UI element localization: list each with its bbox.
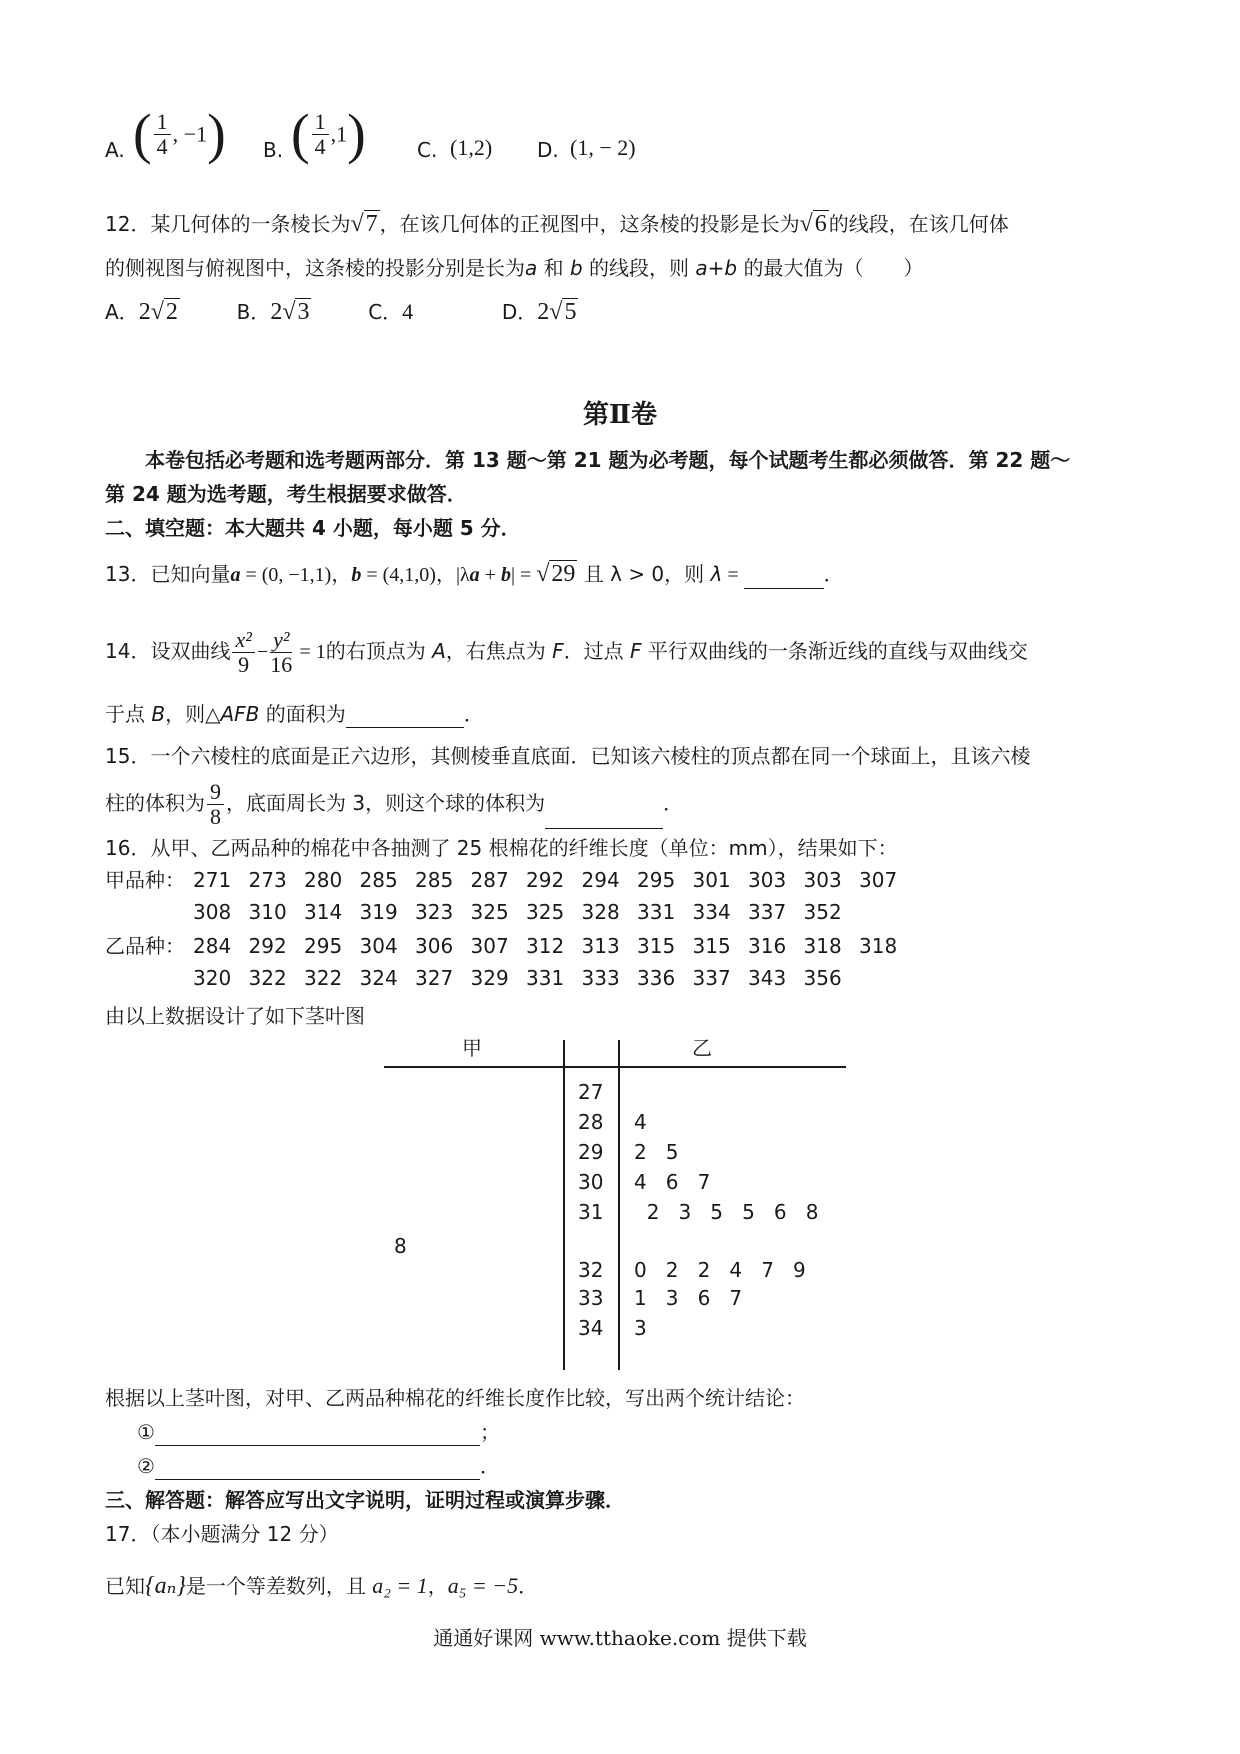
stem-value: 29 — [578, 1140, 604, 1164]
jia-label: 甲品种： — [105, 868, 185, 892]
stem-value: 31 — [578, 1200, 604, 1224]
option-d-label: D. — [537, 138, 559, 162]
point-a: A — [432, 639, 446, 663]
answer-heading: 三、解答题：解答应写出文字说明，证明过程或演算步骤． — [105, 1488, 625, 1512]
q17-label: 17．（本小题满分 12 分） — [105, 1522, 339, 1546]
radicand: 3 — [297, 299, 310, 325]
q14-text: 平行双曲线的一条渐近线的直线与双曲线交 — [641, 639, 1028, 663]
q16-intro: 16．从甲、乙两品种的棉花中各抽测了 25 根棉花的纤维长度（单位：mm），结果如下： — [105, 836, 898, 860]
q12-line1 — [105, 210, 1009, 238]
fiber-length-value: 303 — [803, 868, 842, 892]
fiber-length-value: 295 — [304, 934, 343, 958]
q12-line2 — [105, 254, 923, 282]
point-f: F — [552, 639, 564, 663]
fiber-length-value: 322 — [248, 966, 287, 990]
q17-text: ， — [427, 1574, 448, 1598]
paren-close: ) — [347, 103, 366, 166]
fiber-length-value: 310 — [248, 900, 287, 924]
numerator: 1 — [154, 110, 171, 135]
q15-text: 柱的体积为 — [105, 791, 205, 815]
q15-line1: 15．一个六棱柱的底面是正六边形，其侧棱垂直底面．已知该六棱柱的顶点都在同一个球面上，且该六棱 — [105, 744, 1031, 768]
stem-header-rule — [384, 1066, 846, 1068]
fiber-length-value: 318 — [859, 934, 898, 958]
point-b: B — [151, 702, 166, 726]
section-title: 第Ⅱ卷 — [583, 400, 657, 430]
fraction-x2-9 — [232, 628, 254, 677]
fraction — [154, 110, 171, 159]
fiber-length-value: 303 — [748, 868, 787, 892]
q14-text: 的面积为 — [259, 702, 346, 726]
answer-blank[interactable] — [744, 566, 824, 589]
sqrt-7: √7 — [350, 211, 378, 237]
q12-text: 12．某几何体的一条棱长为 — [105, 212, 351, 236]
q14-line1 — [105, 628, 1028, 677]
answer-blank[interactable] — [545, 806, 663, 829]
q17-text: 是一个等差数列，且 — [185, 1574, 373, 1598]
fiber-length-value: 336 — [637, 966, 676, 990]
circled-one: ① — [137, 1420, 155, 1444]
fiber-length-value: 329 — [470, 966, 509, 990]
radicand: 7 — [365, 211, 378, 237]
denominator: 4 — [156, 134, 168, 159]
fiber-length-value: 285 — [359, 868, 398, 892]
lambda: λ — [710, 562, 723, 586]
option-a-value: 2√2 — [138, 299, 178, 325]
fiber-length-value: 292 — [248, 934, 287, 958]
option-c-value: (1,2) — [450, 135, 493, 160]
stem-right-leaves: 2 3 5 5 6 8 — [634, 1200, 819, 1224]
q13-text: ， — [435, 562, 456, 586]
option-b-label: B． — [236, 300, 271, 324]
option-b-rest: ,1 — [330, 121, 348, 147]
stem-value: 27 — [578, 1080, 604, 1104]
option-d-value: 2√5 — [537, 299, 577, 325]
q13-text: ， — [331, 562, 352, 586]
fiber-length-value: 356 — [803, 966, 842, 990]
coef: 2 — [138, 299, 151, 325]
stem-right-leaves: 1 3 6 7 — [634, 1286, 743, 1310]
yi-label: 乙品种： — [105, 934, 185, 958]
stem-right-leaves: 4 — [634, 1110, 647, 1134]
option-c-label: C. — [417, 138, 438, 162]
fiber-length-value: 334 — [692, 900, 731, 924]
sqrt-29: √29 — [536, 561, 576, 587]
var-a-plus-b: a+b — [695, 256, 738, 280]
a5-value: a₅ = −5 — [447, 1573, 519, 1598]
coef: 2 — [270, 299, 283, 325]
stem-value: 34 — [578, 1316, 604, 1340]
stem-right-leaves: 3 — [634, 1316, 647, 1340]
paren-close: ) — [207, 103, 226, 166]
stem-right-leaves: 0 2 2 4 7 9 — [634, 1258, 806, 1282]
q13-text: ． — [823, 562, 844, 586]
fiber-length-value: 285 — [415, 868, 454, 892]
fiber-length-value: 325 — [526, 900, 565, 924]
fiber-length-value: 314 — [304, 900, 343, 924]
option-d-value: (1, − 2) — [570, 135, 636, 160]
point-f: F — [630, 639, 642, 663]
fiber-length-value: 307 — [470, 934, 509, 958]
var-b: b — [569, 256, 583, 280]
stem-wrap-leaf: 8 — [394, 1234, 407, 1258]
q15-line2 — [105, 780, 683, 829]
fiber-length-value: 320 — [193, 966, 232, 990]
minus: − — [256, 641, 269, 663]
vector-b-value: = (4,1,0) — [361, 564, 436, 586]
numerator: 9 — [207, 780, 224, 805]
q14-text: ． — [463, 702, 484, 726]
q12-text: 的最大值为（ ） — [737, 256, 924, 280]
option-a-rest: , −1 — [172, 121, 208, 147]
sqrt-6: √6 — [799, 211, 827, 237]
stem-divider-left — [563, 1040, 565, 1370]
q15-text: ． — [663, 791, 684, 815]
paren-open: ( — [291, 103, 310, 166]
fiber-length-value: 280 — [304, 868, 343, 892]
stem-right-leaves: 4 6 7 — [634, 1170, 711, 1194]
jia-row2 — [105, 898, 859, 926]
fiber-length-value: 312 — [526, 934, 565, 958]
option-a-label: A． — [105, 300, 139, 324]
denominator: 4 — [314, 134, 326, 159]
yi-values-row1 — [193, 934, 915, 958]
circled-two: ② — [137, 1454, 155, 1478]
radicand: 29 — [551, 561, 576, 587]
q14-text: 的右顶点为 — [325, 639, 433, 663]
numerator: y² — [270, 628, 292, 653]
equals: = — [722, 564, 744, 586]
vector-b: b — [500, 564, 511, 586]
option-b-label: B. — [263, 138, 284, 162]
q17-text: 已知 — [105, 1574, 145, 1598]
fiber-length-value: 313 — [581, 934, 620, 958]
abs-open: |λ — [455, 564, 470, 586]
fiber-length-value: 287 — [470, 868, 509, 892]
fill-in-heading: 二、填空题：本大题共 4 小题，每小题 5 分． — [105, 516, 521, 540]
conclusion-2 — [137, 1452, 500, 1480]
radicand: 6 — [814, 211, 827, 237]
yi-row1 — [105, 932, 915, 960]
triangle-afb: AFB — [220, 702, 260, 726]
q17-body — [105, 1572, 538, 1600]
q14-line2 — [105, 700, 484, 728]
fiber-length-value: 306 — [415, 934, 454, 958]
vector-a: a — [230, 564, 241, 586]
fraction — [312, 110, 329, 159]
fiber-length-value: 295 — [637, 868, 676, 892]
stem-value: 32 — [578, 1258, 604, 1282]
fiber-length-value: 318 — [803, 934, 842, 958]
fiber-length-value: 343 — [748, 966, 787, 990]
option-b-value: 2√3 — [270, 299, 310, 325]
section-intro-line1: 本卷包括必考题和选考题两部分．第 13 题～第 21 题为必考题，每个试题考生都必须做答．第 22 题～ — [145, 448, 1071, 472]
a2-value: a₂ = 1 — [372, 1573, 428, 1598]
fiber-length-value: 327 — [415, 966, 454, 990]
equals-one: = 1 — [294, 641, 326, 663]
fiber-length-value: 331 — [526, 966, 565, 990]
fiber-length-value: 273 — [248, 868, 287, 892]
vector-b: b — [351, 564, 362, 586]
fiber-length-value: 316 — [748, 934, 787, 958]
q12-text: ，在该几何体的正视图中，这条棱的投影是长为 — [379, 212, 800, 236]
answer-blank[interactable] — [155, 1423, 480, 1446]
q14-text: ，右焦点为 — [445, 639, 553, 663]
stem-head-right: 乙 — [692, 1036, 712, 1060]
denominator: 16 — [270, 652, 293, 677]
plus: + — [479, 564, 501, 586]
q16-conclusion: 根据以上茎叶图，对甲、乙两品种棉花的纤维长度作比较，写出两个统计结论： — [105, 1386, 805, 1410]
fiber-length-value: 322 — [304, 966, 343, 990]
option-c-label: C． — [368, 300, 403, 324]
q14-text: ．过点 — [563, 639, 631, 663]
fraction-9-8 — [207, 780, 224, 829]
q12-options — [105, 298, 578, 326]
abs-close: | — [510, 564, 515, 586]
q13-text: 且 λ > 0，则 — [577, 562, 711, 586]
fiber-length-value: 325 — [470, 900, 509, 924]
option-a-expr — [133, 103, 226, 166]
stem-value: 30 — [578, 1170, 604, 1194]
fiber-length-value: 324 — [359, 966, 398, 990]
fiber-length-value: 294 — [581, 868, 620, 892]
fiber-length-value: 292 — [526, 868, 565, 892]
fiber-length-value: 315 — [637, 934, 676, 958]
stem-divider-right — [618, 1040, 620, 1370]
option-d-label: D． — [501, 300, 538, 324]
footer: 通通好课网 www.tthaoke.com 提供下载 — [433, 1626, 807, 1650]
fiber-length-value: 328 — [581, 900, 620, 924]
q14-text: 于点 — [105, 702, 152, 726]
fiber-length-value: 337 — [692, 966, 731, 990]
fiber-length-value: 323 — [415, 900, 454, 924]
q12-text: 的线段，在该几何体 — [828, 212, 1009, 236]
fiber-length-value: 307 — [859, 868, 898, 892]
vector-a: a — [469, 564, 480, 586]
q16-text: ； — [479, 1420, 500, 1444]
denominator: 8 — [210, 804, 221, 829]
fiber-length-value: 331 — [637, 900, 676, 924]
fiber-length-value: 315 — [692, 934, 731, 958]
section-intro-line2: 第 24 题为选考题，考生根据要求做答． — [105, 482, 467, 506]
jia-values-row1 — [193, 868, 915, 892]
var-a: a — [525, 256, 538, 280]
fiber-length-value: 284 — [193, 934, 232, 958]
option-a-label: A. — [105, 138, 125, 162]
q12-text: 的侧视图与俯视图中，这条棱的投影分别是长为 — [105, 256, 525, 280]
fiber-length-value: 271 — [193, 868, 232, 892]
radicand: 5 — [564, 299, 577, 325]
yi-row2 — [105, 964, 859, 992]
answer-blank[interactable] — [155, 1457, 480, 1480]
stem-value: 33 — [578, 1286, 604, 1310]
jia-values-row2 — [193, 900, 859, 924]
fraction-y2-16 — [270, 628, 292, 677]
fiber-length-value: 304 — [359, 934, 398, 958]
q14-text: 14．设双曲线 — [105, 639, 231, 663]
fiber-length-value: 333 — [581, 966, 620, 990]
option-c-value: 4 — [402, 299, 414, 324]
radicand: 2 — [165, 299, 178, 325]
q15-text: ，底面周长为 3，则这个球的体积为 — [226, 791, 546, 815]
numerator: 1 — [312, 110, 329, 135]
q12-text: 的线段，则 — [582, 256, 696, 280]
stem-leaf-intro: 由以上数据设计了如下茎叶图 — [105, 1004, 365, 1028]
stem-right-leaves: 2 5 — [634, 1140, 679, 1164]
fiber-length-value: 301 — [692, 868, 731, 892]
numerator: x² — [232, 628, 254, 653]
sequence: {aₙ} — [145, 1573, 186, 1599]
conclusion-1 — [137, 1418, 500, 1446]
coef: 2 — [537, 299, 550, 325]
stem-value: 28 — [578, 1110, 604, 1134]
paren-open: ( — [133, 103, 152, 166]
q16-text: ． — [479, 1454, 500, 1478]
q14-text: ，则△ — [165, 702, 221, 726]
fiber-length-value: 319 — [359, 900, 398, 924]
q13 — [105, 560, 844, 589]
q17-text: ． — [518, 1574, 539, 1598]
fiber-length-value: 308 — [193, 900, 232, 924]
option-b-expr — [291, 103, 366, 166]
jia-row1 — [105, 866, 915, 894]
denominator: 9 — [238, 652, 250, 677]
fiber-length-value: 352 — [803, 900, 842, 924]
fiber-length-value: 337 — [748, 900, 787, 924]
q12-text: 和 — [537, 256, 570, 280]
stem-head-left: 甲 — [462, 1036, 482, 1060]
answer-blank[interactable] — [346, 705, 464, 728]
vector-a-value: = (0, −1,1) — [240, 564, 332, 586]
yi-values-row2 — [193, 966, 859, 990]
equals: = — [514, 564, 537, 586]
q13-text: 13．已知向量 — [105, 562, 231, 586]
